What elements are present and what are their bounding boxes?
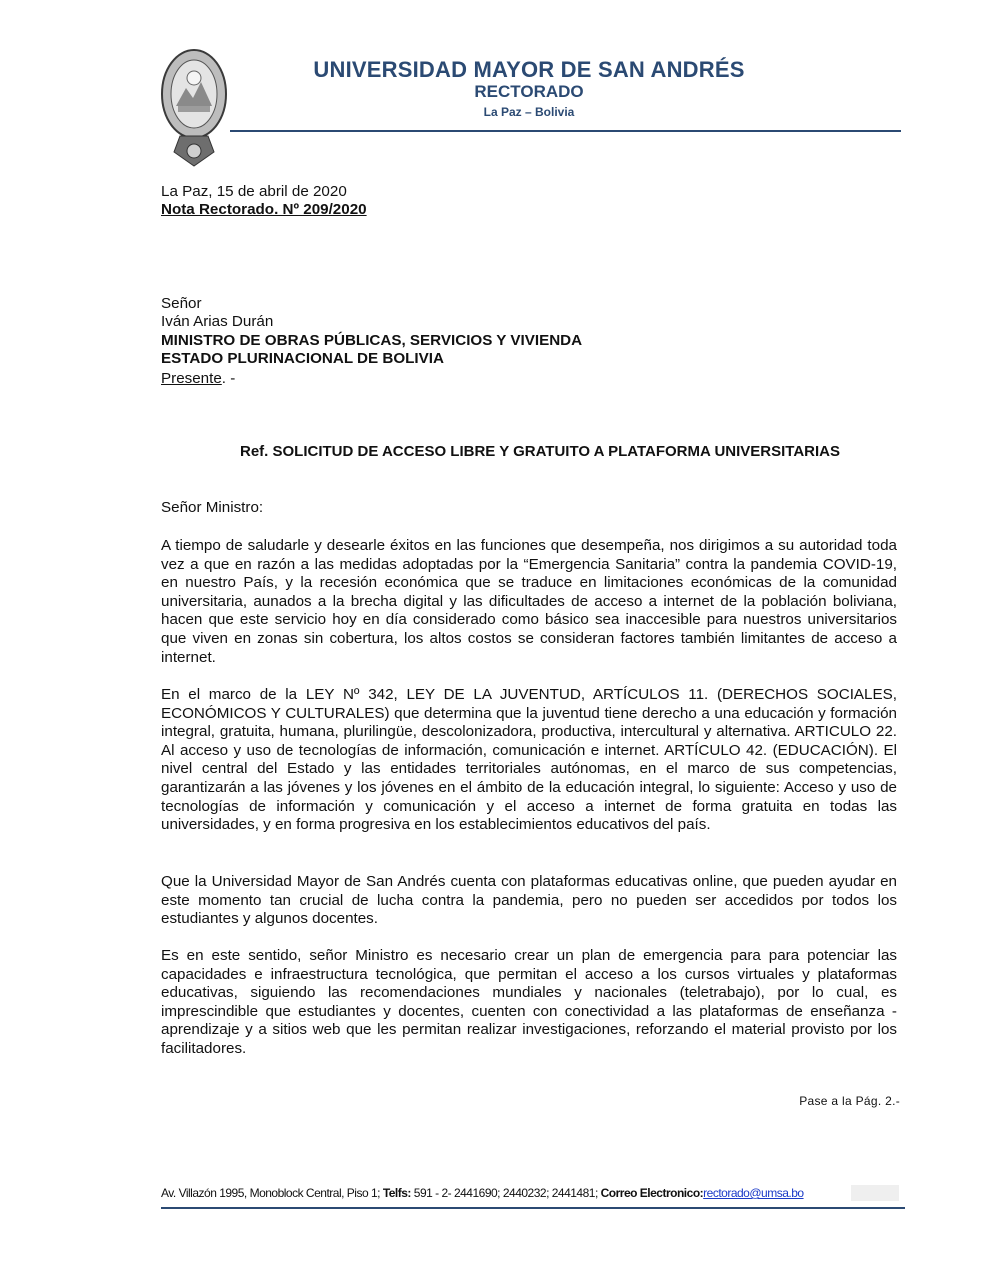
recipient-name: Iván Arias Durán: [161, 313, 274, 330]
university-seal-logo: [160, 48, 228, 170]
footer-email-label: Correo Electronico:: [600, 1186, 704, 1200]
note-number: Nota Rectorado. Nº 209/2020: [161, 201, 367, 218]
recipient-organization: ESTADO PLURINACIONAL DE BOLIVIA: [161, 350, 444, 367]
continue-note: Pase a la Pág. 2.-: [799, 1094, 900, 1108]
footer-email-link[interactable]: rectorado@umsa.bo: [703, 1186, 804, 1200]
recipient-title: MINISTRO DE OBRAS PÚBLICAS, SERVICIOS Y VIVIENDA: [161, 332, 583, 349]
footer-phones: 591 - 2- 2441690; 2440232; 2441481;: [410, 1186, 601, 1200]
body-paragraph-1: A tiempo de saludarle y desearle éxitos en las funciones que desempeña, nos dirigimos a su autoridad toda vez a que en razón a las medidas adoptadas por la “Emergencia Sanitaria” contra la pandemia COVID-19, en nuestro País, y la recesión económica que se traduce en limitaciones económicas de la comunidad universitaria, aunados a la brecha digital y las dificultades de acceso a internet de la población boliviana, hacen que este servicio hoy en día considerado como básico sea inaccesible para nuestros universitarios que viven en zonas sin cobertura, los altos costos se consideran factores también limitantes de acceso a internet.: [161, 537, 897, 666]
presente-word: Presente: [161, 370, 222, 387]
header-divider: [230, 130, 901, 132]
university-name: UNIVERSIDAD MAYOR DE SAN ANDRÉS: [313, 57, 745, 82]
recipient-salutation: Señor: [161, 295, 202, 312]
presente-suffix: . -: [221, 370, 236, 387]
body-paragraph-3: Que la Universidad Mayor de San Andrés cuenta con plataformas educativas online, que pueden ayudar en este momento tan crucial de lucha contra la pandemia, pero no pueden ser accedidos por todos los estudiantes y algunos docentes.: [161, 873, 897, 928]
greeting: Señor Ministro:: [161, 499, 264, 516]
presente-line: [161, 370, 235, 389]
office-name: RECTORADO: [474, 82, 584, 101]
body-paragraph-2: En el marco de la LEY Nº 342, LEY DE LA JUVENTUD, ARTÍCULOS 11. (DERECHOS SOCIALES, ECONÓMICOS Y CULTURALES) que determina que la juventud tiene derecho a una educación y formación integral, gratuita, humana, plurilingüe, descolonizadora, productiva, intercultural y alternativa. ARTICULO 22. Al acceso y uso de tecnologías de información, comunicación e internet. ARTÍCULO 42. (EDUCACIÓN). El nivel central del Estado y las entidades territoriales autónomas, en el marco de sus competencias, garantizarán a las jóvenes y los jóvenes en el ámbito de la educación integral, lo siguiente: Acceso y uso de tecnologías de información y comunicación y el acceso a internet de forma gratuita en todas las universidades, y en forma progresiva en los establecimientos educativos del país.: [161, 686, 897, 834]
footer-phones-label: Telfs:: [382, 1186, 411, 1200]
footer-address: Av. Villazón 1995, Monoblock Central, Piso 1;: [161, 1186, 383, 1200]
footer-contact: [161, 1185, 899, 1201]
letter-date: La Paz, 15 de abril de 2020: [161, 183, 347, 200]
body-paragraph-4: Es en este sentido, señor Ministro es necesario crear un plan de emergencia para para potenciar las capacidades e infraestructura tecnológica, que permitan el acceso a los cursos virtuales y plataformas educativas, siguiendo las recomendaciones mundiales y nacionales (teletrabajo), por lo cual, es imprescindible que estudiantes y docentes, cuenten con conectividad a las plataformas de enseñanza - aprendizaje y a sitios web que les permitan realizar investigaciones, reforzando el material provisto por los facilitadores.: [161, 947, 897, 1057]
header-location: La Paz – Bolivia: [483, 105, 575, 119]
reference-line: Ref. SOLICITUD DE ACCESO LIBRE Y GRATUITO A PLATAFORMA UNIVERSITARIAS: [240, 443, 841, 460]
footer-divider: [161, 1207, 905, 1209]
